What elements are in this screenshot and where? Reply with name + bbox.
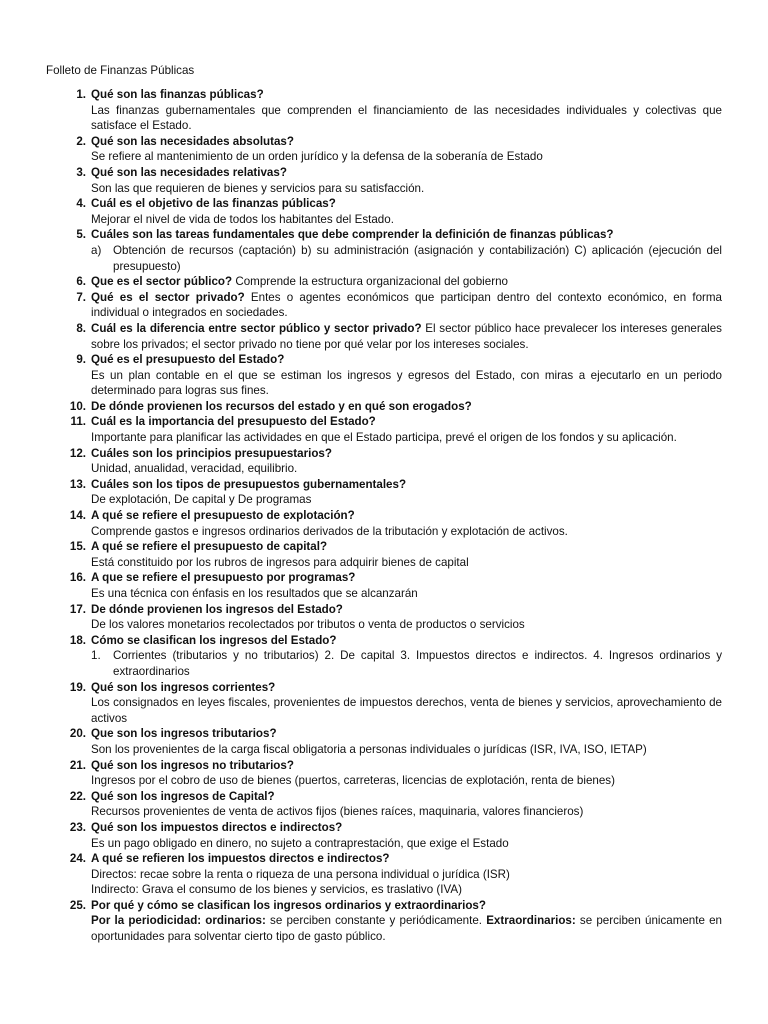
item-number: 19. [69, 680, 86, 694]
answer [91, 913, 722, 944]
sub-item-text: Corrientes (tributarios y no tributarios) 2. De capital 3. Impuestos directos e indirectos. 4. Ingresos ordinarios y extraordinarios [113, 649, 722, 678]
answer: Ingresos por el cobro de uso de bienes (puertos, carreteras, licencias de explotación, renta de bienes) [91, 774, 615, 788]
item-number: 3. [76, 165, 86, 179]
item-number: 25. [69, 898, 86, 912]
item-number: 16. [69, 571, 86, 585]
answer: Importante para planificar las actividades en que el Estado participa, prevé el origen de los fondos y su aplicación. [91, 431, 677, 445]
answer: De los valores monetarios recolectados por tributos o venta de productos o servicios [91, 618, 525, 632]
answer: Los consignados en leyes fiscales, provenientes de impuestos derechos, venta de bienes y servicios, aprovechamiento de activos [91, 696, 722, 725]
question: Que es el sector público? [91, 275, 233, 289]
answer-text: se perciben constante y periódicamente. [265, 914, 487, 928]
item-number: 7. [76, 290, 86, 304]
answer: Mejorar el nivel de vida de todos los habitantes del Estado. [91, 212, 394, 226]
item-number: 24. [69, 852, 86, 866]
item-number: 6. [76, 275, 86, 289]
answer: Es un pago obligado en dinero, no sujeto a contraprestación, que exige el Estado [91, 836, 509, 850]
item-number: 20. [69, 727, 86, 741]
list-item [0, 633, 768, 680]
question: De dónde provienen los ingresos del Estado? [91, 602, 343, 616]
answer-term: Por la periodicidad: ordinarios: [91, 914, 266, 928]
question: Cuáles son las tareas fundamentales que debe comprender la definición de finanzas públicas? [91, 228, 614, 242]
answer-term: Extraordinarios: [486, 914, 576, 928]
sub-item-marker: a) [91, 243, 102, 257]
item-number: 17. [69, 602, 86, 616]
list-item [0, 274, 768, 290]
answer: El sector público hace prevalecer los intereses generales sobre los privados; el sector privado no tiene por qué velar por los intereses sociales. [91, 321, 722, 351]
question: Qué son las necesidades absolutas? [91, 134, 294, 148]
answer-continued: Indirecto: Grava el consumo de los bienes y servicios, es traslativo (IVA) [91, 883, 462, 897]
sub-item [91, 243, 722, 274]
answer: Está constituido por los rubros de ingresos para adquirir bienes de capital [91, 555, 469, 569]
answer: Entes o agentes económicos que participan dentro del contexto económico, en forma individual o integrados en sociedades. [91, 290, 722, 320]
question: A qué se refieren los impuestos directos e indirectos? [91, 852, 390, 866]
item-number: 14. [69, 509, 86, 523]
question: Qué son los ingresos de Capital? [91, 789, 275, 803]
answer: Son los provenientes de la carga fiscal obligatoria a personas individuales o jurídicas (ISR, IVA, ISO, IETAP) [91, 742, 647, 756]
item-number: 22. [69, 789, 86, 803]
question: Por qué y cómo se clasifican los ingresos ordinarios y extraordinarios? [91, 898, 486, 912]
list-item [0, 399, 768, 415]
list-item [0, 321, 768, 352]
question: Cuáles son los tipos de presupuestos gubernamentales? [91, 477, 407, 491]
question-list [0, 87, 768, 945]
answer-text: se perciben únicamente en oportunidades para solventar cierto tipo de gasto público. [91, 914, 722, 944]
answer: Las finanzas gubernamentales que comprenden el financiamiento de las necesidades individuales y colectivas que satisface el Estado. [91, 103, 722, 133]
question: Qué son las finanzas públicas? [91, 88, 264, 101]
list-item [0, 602, 768, 633]
item-number: 9. [76, 353, 86, 367]
question: Cuál es la importancia del presupuesto del Estado? [91, 415, 376, 429]
question: Cuál es la diferencia entre sector público y sector privado? [91, 321, 422, 335]
question: Cuál es el objetivo de las finanzas públicas? [91, 197, 336, 211]
question: A que se refiere el presupuesto por programas? [91, 571, 356, 585]
list-item [0, 726, 768, 757]
answer: De explotación, De capital y De programas [91, 493, 312, 507]
question: Cómo se clasifican los ingresos del Estado? [91, 633, 337, 647]
question: Qué es el sector privado? [91, 290, 245, 304]
item-number: 18. [69, 633, 86, 647]
list-item [0, 820, 768, 851]
answer: Comprende la estructura organizacional del gobierno [235, 275, 508, 289]
list-item [0, 539, 768, 570]
answer: Comprende gastos e ingresos ordinarios derivados de la tributación y explotación de activos. [91, 524, 568, 538]
answer: Son las que requieren de bienes y servicios para su satisfacción. [91, 181, 425, 195]
item-number: 4. [76, 197, 86, 211]
list-item [0, 508, 768, 539]
list-item [0, 134, 768, 165]
sub-item-marker: 1. [91, 649, 101, 663]
answer: Se refiere al mantenimiento de un orden jurídico y la defensa de la soberanía de Estado [91, 150, 543, 164]
answer: Directos: recae sobre la renta o riqueza de una persona individual o jurídica (ISR) [91, 867, 510, 881]
question: Qué son los ingresos corrientes? [91, 680, 276, 694]
answer: Recursos provenientes de venta de activos fijos (bienes raíces, maquinaria, valores financieros) [91, 805, 584, 819]
item-number: 12. [69, 446, 86, 460]
list-item [0, 196, 768, 227]
item-number: 1. [76, 88, 86, 101]
list-item [0, 680, 768, 727]
item-number: 5. [76, 228, 86, 242]
question: Cuáles son los principios presupuestarios? [91, 446, 332, 460]
question: Qué es el presupuesto del Estado? [91, 353, 285, 367]
list-item [0, 570, 768, 601]
list-item [0, 227, 768, 274]
question: Qué son los impuestos directos e indirectos? [91, 820, 343, 834]
list-item [0, 352, 768, 399]
list-item [0, 789, 768, 820]
item-number: 10. [69, 399, 86, 413]
item-number: 21. [69, 758, 86, 772]
list-item [0, 87, 768, 134]
list-item [0, 414, 768, 445]
list-item [0, 477, 768, 508]
sub-item-text: Obtención de recursos (captación) b) su administración (asignación y contabilización) C) aplicación (ejecución del presupuesto) [113, 243, 722, 273]
item-number: 8. [76, 321, 86, 335]
question: Qué son las necesidades relativas? [91, 165, 287, 179]
question: De dónde provienen los recursos del estado y en qué son erogados? [91, 399, 472, 413]
item-number: 23. [69, 820, 86, 834]
list-item [0, 290, 768, 321]
answer: Es un plan contable en el que se estiman los ingresos y egresos del Estado, con miras a ejecutarlo en un periodo determinado para logras sus fines. [91, 368, 722, 398]
answer: Es una técnica con énfasis en los resultados que se alcanzarán [91, 587, 418, 600]
question: Qué son los ingresos no tributarios? [91, 758, 294, 772]
item-number: 15. [69, 540, 86, 554]
question: A qué se refiere el presupuesto de capital? [91, 540, 328, 554]
list-item [0, 851, 768, 898]
document-title: Folleto de Finanzas Públicas [46, 64, 195, 77]
item-number: 2. [76, 134, 86, 148]
list-item [0, 898, 768, 945]
question: Que son los ingresos tributarios? [91, 727, 277, 741]
item-number: 11. [70, 415, 86, 429]
list-item [0, 165, 768, 196]
question: A qué se refiere el presupuesto de explotación? [91, 509, 355, 523]
list-item [0, 446, 768, 477]
list-item [0, 758, 768, 789]
answer: Unidad, anualidad, veracidad, equilibrio. [91, 462, 298, 476]
item-number: 13. [69, 477, 86, 491]
sub-item [91, 648, 722, 679]
